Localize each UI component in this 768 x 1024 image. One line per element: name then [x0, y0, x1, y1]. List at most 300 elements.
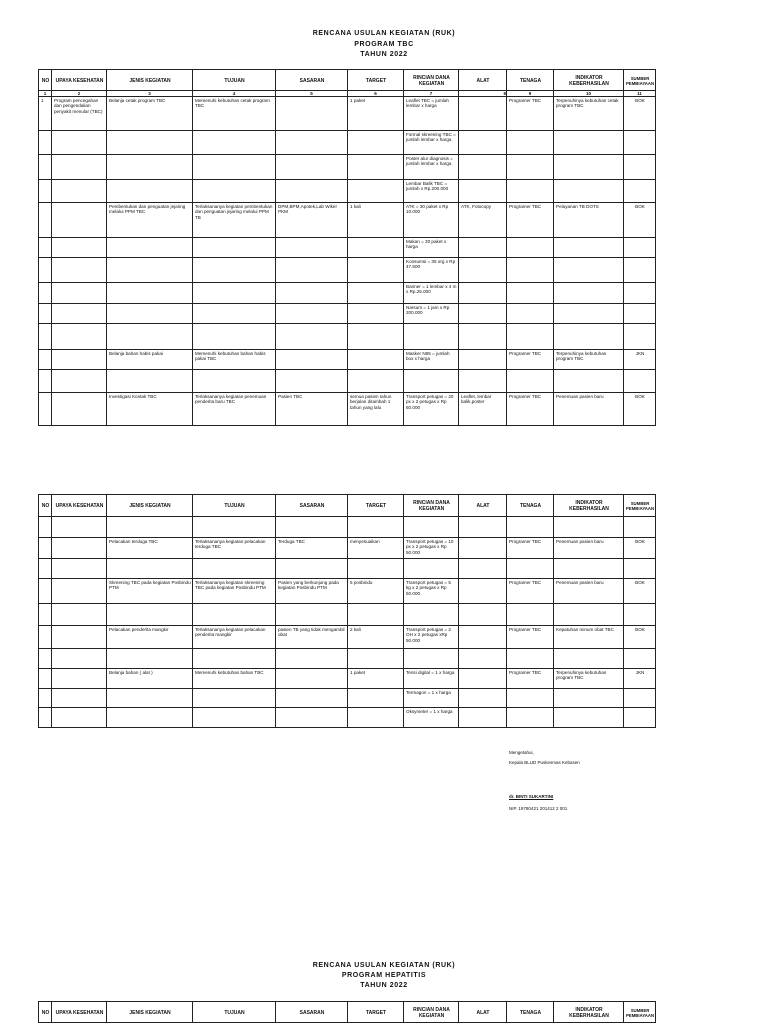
cell-sasaran — [276, 604, 348, 626]
cell-no — [39, 350, 52, 370]
cell-sasaran: Terduga TBC — [276, 538, 348, 559]
cell-upaya — [52, 131, 107, 155]
cell-tujuan — [193, 370, 276, 393]
cell-alat — [459, 626, 507, 649]
doc2-year: TAHUN 2022 — [360, 982, 408, 989]
cell-jenis — [107, 180, 193, 203]
cell-rincian: Transport petugas = 20 px x 2 petugas x Rp 50.000 — [404, 393, 459, 426]
column-number: 5 — [276, 91, 348, 97]
header-sasaran: SASARAN — [276, 70, 348, 91]
cell-no — [39, 649, 52, 669]
cell-target: 1 paket — [348, 97, 404, 131]
cell-indikator: Terpenuhinya kebutuhan program TBC — [554, 350, 624, 370]
table-row — [39, 626, 656, 649]
cell-sumber: BOK — [624, 579, 656, 604]
ruk-table-hepatitis — [38, 1001, 656, 1023]
cell-tujuan: Terlaksananya kegiatan skreening TBC pada kegiatan Posbindu PTM — [193, 579, 276, 604]
cell-sumber — [624, 324, 656, 350]
header-jenis: JENIS KEGIATAN — [107, 495, 193, 517]
cell-target: semua pasien tahun berjalan ditambah 1 tahun yang lalu — [348, 393, 404, 426]
cell-tujuan — [193, 559, 276, 579]
cell-sasaran — [276, 649, 348, 669]
cell-alat — [459, 538, 507, 559]
cell-indikator — [554, 370, 624, 393]
cell-target — [348, 350, 404, 370]
signature-name: dr. BINTI SUKARTINI — [509, 794, 554, 799]
cell-tenaga — [507, 238, 554, 258]
cell-tenaga — [507, 649, 554, 669]
cell-jenis — [107, 131, 193, 155]
cell-sumber — [624, 238, 656, 258]
cell-tujuan: Memenuhi kebutuhan bahan TBC — [193, 669, 276, 689]
cell-no — [39, 258, 52, 283]
table-row — [39, 689, 656, 708]
cell-tenaga: Programer TBC — [507, 350, 554, 370]
cell-sasaran — [276, 689, 348, 708]
cell-no — [39, 155, 52, 180]
cell-rincian: ATK = 30 paket x Rp 10.000 — [404, 203, 459, 238]
cell-tujuan — [193, 689, 276, 708]
cell-no — [39, 689, 52, 708]
header-upaya: UPAYA KESEHATAN — [52, 70, 107, 91]
cell-jenis — [107, 283, 193, 304]
cell-rincian — [404, 324, 459, 350]
cell-jenis — [107, 689, 193, 708]
cell-upaya — [52, 604, 107, 626]
cell-alat — [459, 370, 507, 393]
header-sumber: SUMBER PEMBIAYAAN — [624, 495, 656, 517]
cell-tenaga — [507, 689, 554, 708]
cell-target — [348, 238, 404, 258]
cell-tujuan: Terlaksananya kegiatan pelacakan penderita mangkir — [193, 626, 276, 649]
cell-upaya — [52, 559, 107, 579]
doc2-title: RENCANA USULAN KEGIATAN (RUK) — [312, 962, 456, 969]
cell-upaya — [52, 517, 107, 538]
cell-jenis — [107, 708, 193, 728]
cell-tujuan — [193, 517, 276, 538]
cell-rincian: Masker N95 = jumlah box x harga — [404, 350, 459, 370]
cell-alat — [459, 669, 507, 689]
cell-tujuan: Terlaksananya kegiatan pembentukan dan penguatan jejaring melalui PPM TB — [193, 203, 276, 238]
cell-no — [39, 283, 52, 304]
cell-target — [348, 258, 404, 283]
cell-jenis — [107, 559, 193, 579]
cell-sasaran — [276, 370, 348, 393]
cell-sumber: BOK — [624, 538, 656, 559]
cell-no — [39, 579, 52, 604]
header-indikator: INDIKATOR KEBERHASILAN — [554, 1002, 624, 1023]
cell-alat — [459, 283, 507, 304]
table-row — [39, 324, 656, 350]
cell-alat — [459, 579, 507, 604]
cell-sumber — [624, 131, 656, 155]
cell-tenaga: Programer TBC — [507, 393, 554, 426]
cell-tujuan — [193, 131, 276, 155]
cell-alat — [459, 649, 507, 669]
cell-tujuan — [193, 155, 276, 180]
cell-rincian — [404, 370, 459, 393]
cell-sasaran — [276, 708, 348, 728]
cell-alat: ATK, Fotocopy — [459, 203, 507, 238]
cell-sasaran — [276, 238, 348, 258]
cell-indikator — [554, 304, 624, 324]
table-row — [39, 538, 656, 559]
cell-tenaga — [507, 517, 554, 538]
cell-tujuan — [193, 238, 276, 258]
cell-sasaran — [276, 258, 348, 283]
column-number: 3 — [107, 91, 193, 97]
cell-tenaga: Programer TBC — [507, 669, 554, 689]
cell-tenaga — [507, 258, 554, 283]
doc2-program: PROGRAM HEPATITIS — [341, 972, 427, 979]
cell-alat — [459, 324, 507, 350]
cell-rincian: Poster alur diagnosis = jumlah lembar x harga — [404, 155, 459, 180]
column-number: 8 — [459, 91, 507, 97]
column-number: 1 — [39, 91, 52, 97]
cell-jenis: Investigasi Kontak TBC — [107, 393, 193, 426]
table-row — [39, 604, 656, 626]
table-row — [39, 579, 656, 604]
table-row — [39, 203, 656, 238]
table-row — [39, 131, 656, 155]
header-indikator: INDIKATOR KEBERHASILAN — [554, 70, 624, 91]
cell-rincian — [404, 649, 459, 669]
header-jenis: JENIS KEGIATAN — [107, 1002, 193, 1023]
cell-alat — [459, 155, 507, 180]
cell-upaya — [52, 538, 107, 559]
cell-sasaran: pasien TB yang tidak mengambil obat — [276, 626, 348, 649]
header-rincian: RINCIAN DANA KEGIATAN — [404, 495, 459, 517]
cell-indikator — [554, 258, 624, 283]
cell-alat — [459, 258, 507, 283]
cell-sumber — [624, 258, 656, 283]
cell-sumber — [624, 708, 656, 728]
cell-no — [39, 559, 52, 579]
cell-target: 5 posbindu — [348, 579, 404, 604]
cell-target — [348, 559, 404, 579]
signature-acknowledged: Mengetahui, — [509, 750, 534, 755]
cell-sumber — [624, 304, 656, 324]
table-row — [39, 559, 656, 579]
cell-upaya — [52, 370, 107, 393]
cell-tujuan: Terlaksananya kegiatan pelacakan terduga TBC — [193, 538, 276, 559]
cell-no — [39, 626, 52, 649]
cell-rincian: Narsum = 1 jam x Rp 200.000 — [404, 304, 459, 324]
cell-jenis: Belanja bahan habis pakai — [107, 350, 193, 370]
cell-indikator: Pelayanan TB DOTS — [554, 203, 624, 238]
table-row — [39, 258, 656, 283]
cell-jenis: Pelacakan terduga TBC — [107, 538, 193, 559]
cell-rincian — [404, 604, 459, 626]
table-row — [39, 180, 656, 203]
header-tenaga: TENAGA — [507, 495, 554, 517]
header-alat: ALAT — [459, 1002, 507, 1023]
table-row — [39, 517, 656, 538]
cell-sasaran — [276, 304, 348, 324]
header-tujuan: TUJUAN — [193, 495, 276, 517]
header-upaya: UPAYA KESEHATAN — [52, 1002, 107, 1023]
cell-sumber — [624, 180, 656, 203]
cell-target — [348, 689, 404, 708]
column-number: 9 — [507, 91, 554, 97]
cell-rincian: Tensi digital = 1 x harga — [404, 669, 459, 689]
doc-program: PROGRAM TBC — [354, 41, 414, 48]
cell-upaya — [52, 283, 107, 304]
cell-upaya — [52, 304, 107, 324]
cell-indikator — [554, 708, 624, 728]
cell-rincian: Konsumsi = 35 org x Rp 47.500 — [404, 258, 459, 283]
cell-jenis — [107, 258, 193, 283]
cell-indikator — [554, 517, 624, 538]
cell-target — [348, 517, 404, 538]
cell-tenaga — [507, 131, 554, 155]
cell-no — [39, 180, 52, 203]
cell-tenaga — [507, 324, 554, 350]
cell-target — [348, 708, 404, 728]
cell-indikator — [554, 155, 624, 180]
cell-sasaran: Pasien TBC — [276, 393, 348, 426]
cell-upaya — [52, 689, 107, 708]
cell-tujuan: Terlaksananya kegiatan penemuan penderita baru TBC — [193, 393, 276, 426]
cell-tujuan: Memenuhi kebutuhan bahan habis pakai TBC — [193, 350, 276, 370]
cell-alat — [459, 689, 507, 708]
cell-indikator — [554, 559, 624, 579]
table-row — [39, 283, 656, 304]
doc-title: RENCANA USULAN KEGIATAN (RUK) — [312, 30, 456, 37]
column-number: 2 — [52, 91, 107, 97]
cell-target — [348, 155, 404, 180]
ruk-table-tbc — [38, 69, 656, 426]
cell-target — [348, 370, 404, 393]
cell-no — [39, 203, 52, 238]
cell-rincian: Formal skreening TBC = jumlah lembar x harga — [404, 131, 459, 155]
cell-indikator — [554, 649, 624, 669]
table-row — [39, 238, 656, 258]
table-row — [39, 669, 656, 689]
cell-tujuan — [193, 708, 276, 728]
doc-year: TAHUN 2022 — [360, 51, 408, 58]
cell-no — [39, 324, 52, 350]
header-no: NO — [39, 1002, 52, 1023]
cell-no — [39, 708, 52, 728]
cell-tenaga — [507, 304, 554, 324]
cell-target — [348, 180, 404, 203]
ruk-table-tbc-continued — [38, 494, 656, 728]
cell-alat — [459, 304, 507, 324]
signature-nip: NIP. 19780421 201412 2 001 — [509, 806, 568, 811]
cell-sumber — [624, 283, 656, 304]
table-row — [39, 370, 656, 393]
header-tujuan: TUJUAN — [193, 70, 276, 91]
cell-sasaran: Pasien yang berkunjung pada kegiatan Posbindu PTM — [276, 579, 348, 604]
cell-jenis: Skreening TBC pada kegiatan Posbindu PTM — [107, 579, 193, 604]
cell-sasaran — [276, 155, 348, 180]
table-row — [39, 649, 656, 669]
cell-alat — [459, 708, 507, 728]
cell-sasaran — [276, 350, 348, 370]
table-row — [39, 393, 656, 426]
cell-jenis — [107, 155, 193, 180]
cell-sasaran — [276, 669, 348, 689]
cell-rincian: Transport petugas = 10 px x 2 petugas x Rp 50.000 — [404, 538, 459, 559]
column-number: 6 — [348, 91, 404, 97]
signature-position: Kepala BLUD Puskesmas Kebasen — [509, 760, 580, 765]
cell-upaya — [52, 155, 107, 180]
cell-sasaran: DPM,BPM,Apotek,Lab Wiker PKM — [276, 203, 348, 238]
cell-rincian: Lembar Balik TBC = jumlah x Rp.200.000 — [404, 180, 459, 203]
cell-tujuan — [193, 604, 276, 626]
cell-sumber: BOK — [624, 203, 656, 238]
cell-indikator — [554, 689, 624, 708]
cell-jenis — [107, 517, 193, 538]
cell-upaya — [52, 180, 107, 203]
cell-tenaga: Programer TBC — [507, 579, 554, 604]
cell-tujuan — [193, 180, 276, 203]
cell-jenis: Pelacakan penderita mangkir — [107, 626, 193, 649]
cell-tenaga — [507, 604, 554, 626]
header-indikator: INDIKATOR KEBERHASILAN — [554, 495, 624, 517]
cell-jenis: Belanja cetak program TBC — [107, 97, 193, 131]
cell-indikator — [554, 283, 624, 304]
cell-target: menyesuaikan — [348, 538, 404, 559]
cell-rincian — [404, 517, 459, 538]
cell-tujuan: Memenuhi kebutuhan cetak program TBC — [193, 97, 276, 131]
cell-jenis — [107, 649, 193, 669]
column-number: 7 — [404, 91, 459, 97]
header-rincian: RINCIAN DANA KEGIATAN — [404, 70, 459, 91]
cell-tenaga: Programer TBC — [507, 97, 554, 131]
header-tenaga: TENAGA — [507, 1002, 554, 1023]
table-row — [39, 97, 656, 131]
cell-indikator — [554, 604, 624, 626]
cell-tenaga: Programer TBC — [507, 626, 554, 649]
header-jenis: JENIS KEGIATAN — [107, 70, 193, 91]
cell-sumber: JKN — [624, 350, 656, 370]
cell-no — [39, 238, 52, 258]
cell-sumber — [624, 649, 656, 669]
cell-target — [348, 604, 404, 626]
column-number: 4 — [193, 91, 276, 97]
cell-sasaran — [276, 97, 348, 131]
header-target: TARGET — [348, 70, 404, 91]
cell-alat — [459, 97, 507, 131]
cell-sumber — [624, 370, 656, 393]
cell-upaya — [52, 203, 107, 238]
cell-alat — [459, 559, 507, 579]
cell-sasaran — [276, 283, 348, 304]
cell-no — [39, 393, 52, 426]
cell-alat — [459, 180, 507, 203]
cell-indikator — [554, 131, 624, 155]
cell-jenis: Pembentukan dan penguatan jejaring melalui PPM TBC — [107, 203, 193, 238]
cell-jenis — [107, 604, 193, 626]
header-upaya: UPAYA KESEHATAN — [52, 495, 107, 517]
cell-alat — [459, 517, 507, 538]
cell-rincian: Banner = 1 lembar x 4 m x Rp.25.000 — [404, 283, 459, 304]
cell-tenaga — [507, 370, 554, 393]
header-sasaran: SASARAN — [276, 495, 348, 517]
cell-indikator — [554, 324, 624, 350]
cell-upaya — [52, 649, 107, 669]
cell-target — [348, 304, 404, 324]
cell-sasaran — [276, 324, 348, 350]
cell-sasaran — [276, 180, 348, 203]
cell-indikator: Penemuan pasien baru — [554, 538, 624, 559]
cell-no — [39, 604, 52, 626]
cell-upaya — [52, 324, 107, 350]
cell-target — [348, 649, 404, 669]
cell-sumber: BOK — [624, 626, 656, 649]
cell-sumber — [624, 689, 656, 708]
header-rincian: RINCIAN DANA KEGIATAN — [404, 1002, 459, 1023]
cell-indikator: Terpenuhinya kebutuhan program TBC — [554, 669, 624, 689]
cell-sumber: BOK — [624, 393, 656, 426]
table-row — [39, 304, 656, 324]
cell-alat — [459, 604, 507, 626]
cell-upaya — [52, 579, 107, 604]
cell-sasaran — [276, 131, 348, 155]
header-tujuan: TUJUAN — [193, 1002, 276, 1023]
cell-target: 1 paket — [348, 669, 404, 689]
cell-indikator — [554, 180, 624, 203]
cell-upaya — [52, 258, 107, 283]
column-number: 11 — [624, 91, 656, 97]
cell-alat — [459, 238, 507, 258]
header-target: TARGET — [348, 495, 404, 517]
cell-jenis — [107, 238, 193, 258]
cell-indikator: Terpenuhinya kebutuhan cetak program TBC — [554, 97, 624, 131]
cell-tujuan — [193, 649, 276, 669]
cell-sumber — [624, 155, 656, 180]
header-tenaga: TENAGA — [507, 70, 554, 91]
cell-sumber: JKN — [624, 669, 656, 689]
cell-tenaga — [507, 155, 554, 180]
cell-no — [39, 517, 52, 538]
cell-no — [39, 669, 52, 689]
cell-rincian: Transport petugas = 2 OH x 2 petugas xRp 50.000 — [404, 626, 459, 649]
cell-no — [39, 304, 52, 324]
cell-no: 1 — [39, 97, 52, 131]
cell-upaya — [52, 238, 107, 258]
cell-target: 1 kali — [348, 203, 404, 238]
cell-target — [348, 131, 404, 155]
cell-target: 2 kali — [348, 626, 404, 649]
cell-indikator — [554, 238, 624, 258]
cell-alat — [459, 131, 507, 155]
header-sumber: SUMBER PEMBIAYAAN — [624, 70, 656, 91]
table-row — [39, 350, 656, 370]
cell-sumber — [624, 559, 656, 579]
cell-target — [348, 324, 404, 350]
cell-jenis — [107, 370, 193, 393]
cell-jenis — [107, 304, 193, 324]
cell-tenaga: Programer TBC — [507, 203, 554, 238]
cell-rincian: Termagon = 1 x harga — [404, 689, 459, 708]
cell-upaya — [52, 350, 107, 370]
cell-sumber — [624, 604, 656, 626]
cell-upaya — [52, 393, 107, 426]
cell-tenaga — [507, 180, 554, 203]
cell-upaya — [52, 708, 107, 728]
column-number: 10 — [554, 91, 624, 97]
header-sasaran: SASARAN — [276, 1002, 348, 1023]
cell-rincian: Oksymeter = 1 x harga — [404, 708, 459, 728]
cell-indikator: Penemuan pasien baru — [554, 579, 624, 604]
cell-tujuan — [193, 304, 276, 324]
cell-jenis — [107, 324, 193, 350]
table-row — [39, 155, 656, 180]
cell-tenaga — [507, 708, 554, 728]
